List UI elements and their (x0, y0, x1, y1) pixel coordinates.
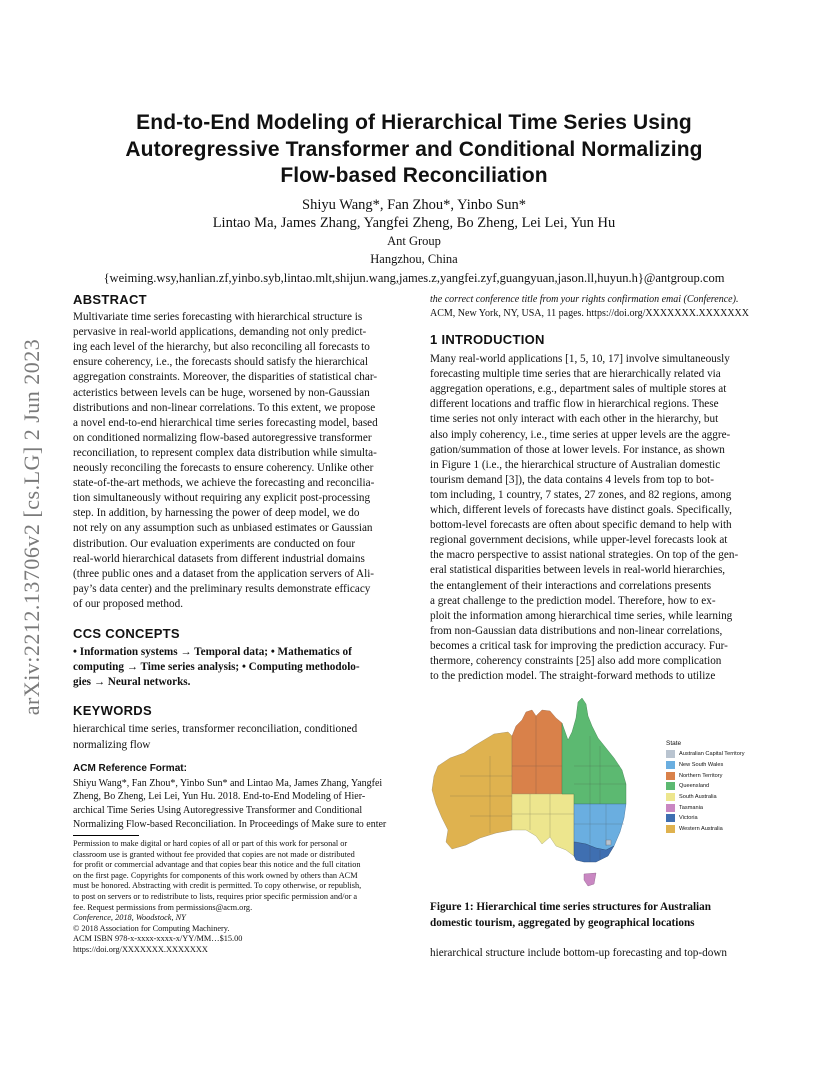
legend-swatch (666, 761, 675, 769)
abstract-line: a novel end-to-end hierarchical time series forecasting model, based (73, 416, 378, 429)
authors-line-2: Lintao Ma, James Zhang, Yangfei Zheng, Bo Zheng, Lei Lei, Yun Hu (212, 215, 616, 231)
abstract-line: real-world hierarchical datasets from different industrial domains (73, 552, 365, 565)
permission-line: classroom use is granted without fee provided that copies are not made or distributed (73, 849, 355, 859)
intro-line: tom including, 1 country, 7 states, 27 zones, and 82 regions, among (430, 488, 732, 501)
abstract-line: distributions and non-linear correlations. To this extent, we propose (73, 401, 376, 414)
intro-line: ploit the information among hierarchical time series, while learning (430, 609, 733, 622)
legend-label: New South Wales (679, 762, 724, 769)
ccs-line: • Information systems → Temporal data; • Mathematics of (73, 646, 352, 659)
keywords-heading: KEYWORDS (73, 703, 152, 719)
title-line-2: Autoregressive Transformer and Conditional Normalizing (125, 137, 703, 161)
intro-line: aggregation operations, e.g., department sales of multiple stores at (430, 383, 727, 396)
acm-reference-line: Zheng, Bo Zheng, Lei Lei, Yun Hu. 2018. End-to-End Modeling of Hier- (73, 791, 366, 803)
queensland-region (562, 698, 626, 804)
legend-swatch (666, 772, 675, 780)
keywords-line: hierarchical time series, transformer reconciliation, conditioned (73, 723, 358, 736)
abstract-line: reconciliation, to represent complex data distribution while simulta- (73, 446, 377, 459)
intro-line: different locations and traffic flow in hierarchical regions. These (430, 398, 719, 411)
figure-1 (430, 696, 756, 891)
legend-label: Northern Territory (679, 772, 723, 779)
keywords-body (73, 722, 398, 752)
legend-item (666, 802, 756, 813)
tasmania-region (584, 873, 596, 886)
intro-line: in Figure 1 (i.e., the hierarchical structure of Australian domestic (430, 458, 721, 471)
legend-swatch (666, 814, 675, 822)
legend-label: Victoria (679, 815, 698, 822)
intro-line: bottom-level forecasts are often about specific demand to help with (430, 519, 732, 532)
abstract-line: (three public ones and a dataset from the application servers of Ali- (73, 567, 375, 580)
legend-item (666, 824, 756, 835)
ccs-line: gies → Neural networks. (73, 676, 191, 689)
legend-swatch (666, 825, 675, 833)
legend-item (666, 813, 756, 824)
abstract-line: aggregation constraints. Moreover, the disparities of statistical char- (73, 371, 378, 384)
footnote-rule (73, 835, 139, 836)
acm-reference-body (73, 777, 398, 831)
title-line-3: Flow-based Reconciliation (280, 164, 548, 187)
legend-label: Tasmania (679, 804, 703, 811)
abstract-line: neously reconciling the forecasts to ensure coherency. Unlike other (73, 462, 374, 475)
intro-line: tourism demand [3]), the data contains 4 levels from top to bot- (430, 473, 714, 486)
introduction-section (430, 332, 756, 684)
abstract-line: pervasive in real-world applications, demanding not only predict- (73, 326, 367, 339)
intro-line: time series not only interact with each other in the hierarchy, but (430, 413, 719, 426)
abstract-line: step. In addition, by harnessing the power of deep model, we do (73, 507, 360, 520)
permission-line: fee. Request permissions from permissions@acm.org. (73, 902, 253, 912)
legend-swatch (666, 782, 675, 790)
ccs-heading: CCS CONCEPTS (73, 625, 180, 641)
acm-reference-line: Shiyu Wang*, Fan Zhou*, Yinbo Sun* and Lintao Ma, James Zhang, Yangfei (73, 777, 383, 789)
abstract-line: state-of-the-art methods, we achieve the forecasting and reconcilia- (73, 477, 375, 490)
intro-line: a great challenge to the prediction model. Therefore, how to ex- (430, 594, 716, 607)
introduction-body (430, 352, 756, 684)
intro-line: becomes a critical task for improving the prediction accuracy. Fur- (430, 639, 728, 652)
legend-label: Queensland (679, 783, 710, 790)
caption-line-2: domestic tourism, aggregated by geographical locations (430, 916, 695, 929)
abstract-line: ensure coherency, i.e., the forecasts should satisfy the hierarchical (73, 356, 368, 369)
permission-line: to post on servers or to redistribute to lists, requires prior specific permission and/or a (73, 891, 358, 901)
acm-reference-continued: ACM, New York, NY, USA, 11 pages. https://doi.org/XXXXXXX.XXXXXXX (430, 307, 749, 319)
reference-continuation (430, 293, 756, 320)
conference-info: Conference, 2018, Woodstock, NY (73, 913, 186, 923)
authors-line-1: Shiyu Wang*, Fan Zhou*, Yinbo Sun* (302, 197, 526, 213)
ccs-line: computing → Time series analysis; • Computing methodolo- (73, 661, 360, 674)
map-legend (666, 740, 756, 835)
legend-label: Australian Capital Territory (679, 751, 745, 758)
intro-line: hierarchical structure include bottom-up forecasting and top-down (430, 947, 727, 959)
abstract-line: not rely on any assumption such as unbiased estimates or Gaussian (73, 522, 373, 535)
acm-reference-continued: the correct conference title from your rights confirmation emai (Conference). (430, 294, 739, 305)
arxiv-stamp (12, 292, 52, 762)
legend-swatch (666, 793, 675, 801)
legend-swatch (666, 804, 675, 812)
legend-item (666, 792, 756, 803)
abstract-line: distribution. Our evaluation experiments are conducted on four (73, 537, 356, 550)
abstract-line: on conditioned normalizing flow-based autoregressive transformer (73, 431, 372, 444)
intro-line: forecasting multiple time series that are hierarchically related via (430, 368, 721, 381)
keywords-line: normalizing flow (73, 738, 151, 751)
affiliation: Ant Group (387, 234, 441, 248)
intro-line: thermore, coherency constraints [25] also add more complication (430, 654, 722, 667)
south-australia-region (512, 794, 574, 856)
abstract-heading: ABSTRACT (73, 292, 147, 307)
western-australia-region (432, 732, 512, 849)
intro-line: also imply coherency, i.e., time series at upper levels are the aggre- (430, 428, 731, 441)
permission-notice (73, 839, 401, 956)
title-line-1: End-to-End Modeling of Hierarchical Time Series Using (136, 111, 692, 134)
permission-line: for profit or commercial advantage and that copies bear this notice and the full citation (73, 860, 361, 870)
left-column (73, 292, 398, 831)
permission-line: Permission to make digital or hard copies of all or part of this work for personal or (73, 839, 348, 848)
intro-line: gation/summation of those at lower levels. For instance, as shown (430, 443, 725, 456)
acm-reference-heading: ACM Reference Format: (73, 762, 187, 774)
abstract-line: ing each level of the hierarchy, but also reconciling all forecasts to (73, 341, 370, 354)
introduction-continued (430, 946, 758, 961)
permission-line: must be honored. Abstracting with credit is permitted. To copy otherwise, or republish, (73, 881, 362, 891)
legend-item (666, 770, 756, 781)
intro-line: Many real-world applications [1, 5, 10, 17] involve simultaneously (430, 353, 730, 366)
legend-item (666, 781, 756, 792)
abstract-line: pay’s data center) and the preliminary results demonstrate efficacy (73, 582, 371, 595)
abstract-body (73, 310, 398, 612)
paper-title (60, 110, 768, 190)
intro-line: from non-Gaussian data distributions and non-linear correlations, (430, 624, 723, 637)
author-block (60, 196, 768, 287)
northern-territory-region (512, 710, 562, 794)
intro-line: eral statistical disparities between levels in real-world hierarchies, (430, 564, 726, 577)
acm-reference-line: Normalizing Flow-based Reconciliation. In Proceedings of Make sure to enter (73, 818, 387, 830)
permission-line: on the first page. Copyrights for components of this work owned by others than ACM (73, 870, 358, 880)
ccs-body (73, 645, 398, 690)
figure-caption (430, 900, 758, 931)
legend-title: State (666, 740, 682, 747)
arxiv-stamp-text: arXiv:2212.13706v2 [cs.LG] 2 Jun 2023 (19, 338, 44, 716)
legend-item (666, 749, 756, 760)
location: Hangzhou, China (370, 252, 458, 266)
author-emails: {weiming.wsy,hanlian.zf,yinbo.syb,lintao.mlt,shijun.wang,james.z,yangfei.zyf,guangyuan,jason.ll,huyun.h}@antgroup.com (103, 271, 725, 285)
intro-line: which, different levels of forecasts have distinct goals. Specifically, (430, 504, 732, 517)
caption-line-1: Figure 1: Hierarchical time series structures for Australian (430, 901, 711, 913)
introduction-heading: 1 INTRODUCTION (430, 332, 545, 347)
intro-line: regional government decisions, while upper-level forecasts look at (430, 534, 728, 547)
doi: https://doi.org/XXXXXXX.XXXXXXX (73, 944, 208, 954)
acm-reference-line: archical Time Series Using Autoregressive Transformer and Conditional (73, 804, 363, 816)
legend-swatch (666, 750, 675, 758)
legend-label: South Australia (679, 794, 717, 801)
abstract-line: of our proposed method. (73, 597, 183, 610)
australia-map (430, 696, 678, 891)
act-region (606, 840, 611, 845)
intro-line: the entanglement of their interactions and correlations presents (430, 579, 712, 592)
intro-line: to the prediction model. The straight-forward methods to utilize (430, 670, 716, 683)
abstract-line: acteristics between levels can be huge, worsened by non-Gaussian (73, 386, 370, 399)
isbn: ACM ISBN 978-x-xxxx-xxxx-x/YY/MM…$15.00 (73, 934, 243, 944)
abstract-line: Multivariate time series forecasting with hierarchical structure is (73, 311, 363, 324)
legend-label: Western Australia (679, 826, 723, 833)
intro-line: the macro perspective to assist national strategies. On top of the gen- (430, 549, 739, 562)
abstract-line: tion simultaneously without requiring any explicit post-processing (73, 492, 371, 505)
legend-item (666, 760, 756, 771)
copyright: © 2018 Association for Computing Machinery. (73, 923, 230, 933)
